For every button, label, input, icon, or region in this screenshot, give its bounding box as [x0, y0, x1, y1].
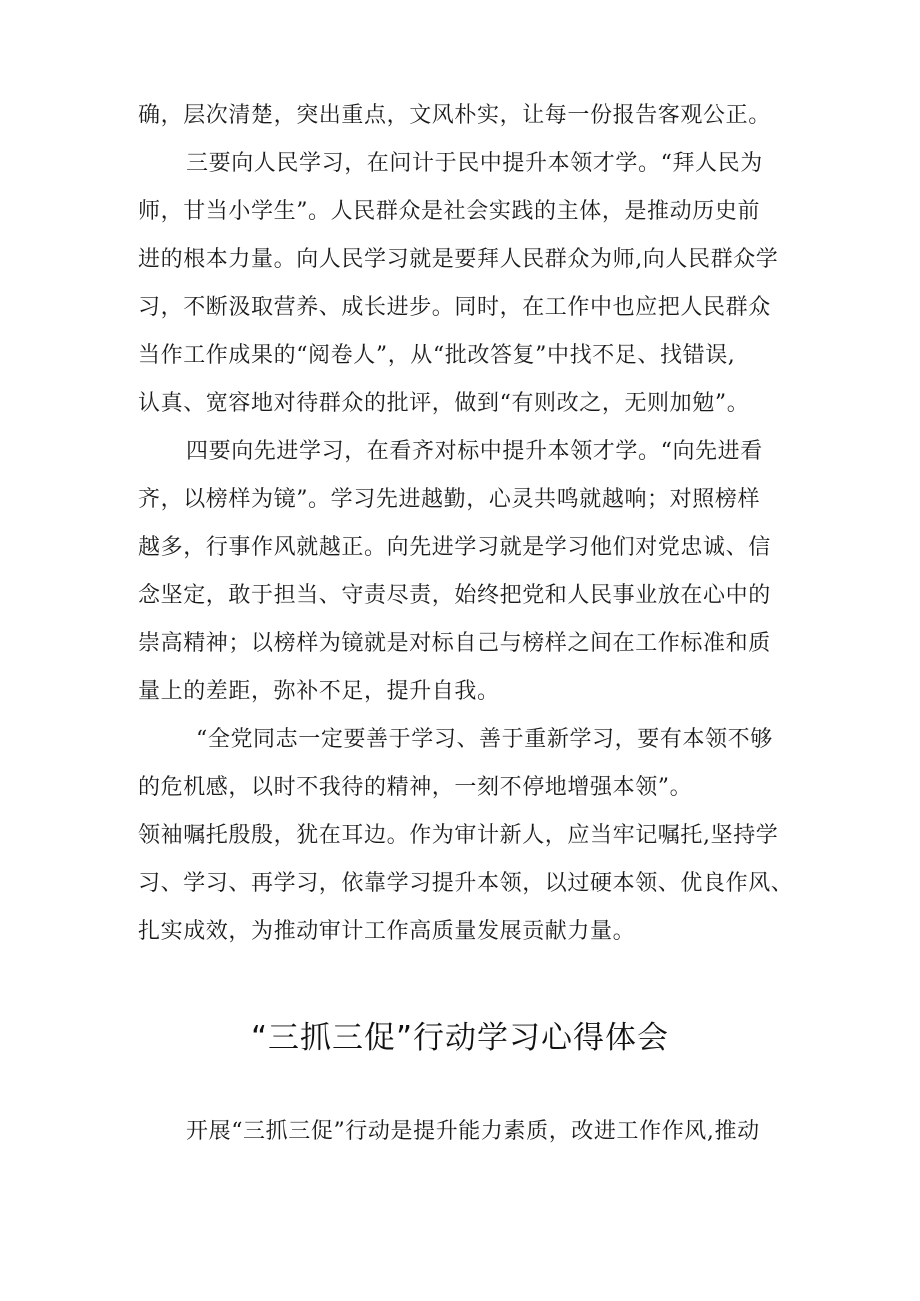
paragraph-line: 的危机感，以时不我待的精神，一刻不停地增强本领”。: [138, 775, 693, 800]
paragraph-line: 习、学习、再学习，依靠学习提升本领，以过硬本领、优良作风、: [138, 871, 794, 896]
paragraph-line: 认真、宽容地对待群众的批评，做到“有则改之，无则加勉”。: [138, 391, 750, 416]
paragraph-line: 扎实成效，为推动审计工作高质量发展贡献力量。: [138, 919, 636, 944]
paragraph-line: 领袖嘱托殷殷，犹在耳边。作为审计新人，应当牢记嘱托,坚持学: [138, 823, 779, 848]
paragraph-line: 崇高精神；以榜样为镜就是对标自己与榜样之间在工作标准和质: [138, 631, 771, 656]
paragraph-line: 量上的差距，弥补不足，提升自我。: [138, 679, 500, 704]
paragraph-line: 确，层次清楚，突出重点，文风朴实，让每一份报告客观公正。: [138, 103, 771, 128]
section-title: “三抓三促”行动学习心得体会: [250, 1020, 670, 1056]
paragraph-line: 越多，行事作风就越正。向先进学习就是学习他们对党忠诚、信: [138, 535, 771, 560]
paragraph-line: “全党同志一定要善于学习、善于重新学习，要有本领不够: [196, 727, 773, 752]
paragraph-line: 开展“三抓三促”行动是提升能力素质，改进工作作风,推动: [186, 1119, 760, 1144]
paragraph-line: 四要向先进学习，在看齐对标中提升本领才学。“向先进看: [186, 439, 763, 464]
paragraph-line: 当作工作成果的“阅卷人”，从“批改答复”中找不足、找错误,: [138, 343, 736, 368]
paragraph-line: 三要向人民学习，在问计于民中提升本领才学。“拜人民为: [186, 151, 763, 176]
paragraph-line: 师，甘当小学生”。人民群众是社会实践的主体，是推动历史前: [138, 199, 761, 224]
paragraph-line: 齐，以榜样为镜”。学习先进越勤，心灵共鸣就越响；对照榜样: [138, 487, 761, 512]
paragraph-line: 习，不断汲取营养、成长进步。同时，在工作中也应把人民群众: [138, 295, 771, 320]
paragraph-line: 进的根本力量。向人民学习就是要拜人民群众为师,向人民群众学: [138, 247, 779, 272]
paragraph-line: 念坚定，敢于担当、守责尽责，始终把党和人民事业放在心中的: [138, 583, 771, 608]
